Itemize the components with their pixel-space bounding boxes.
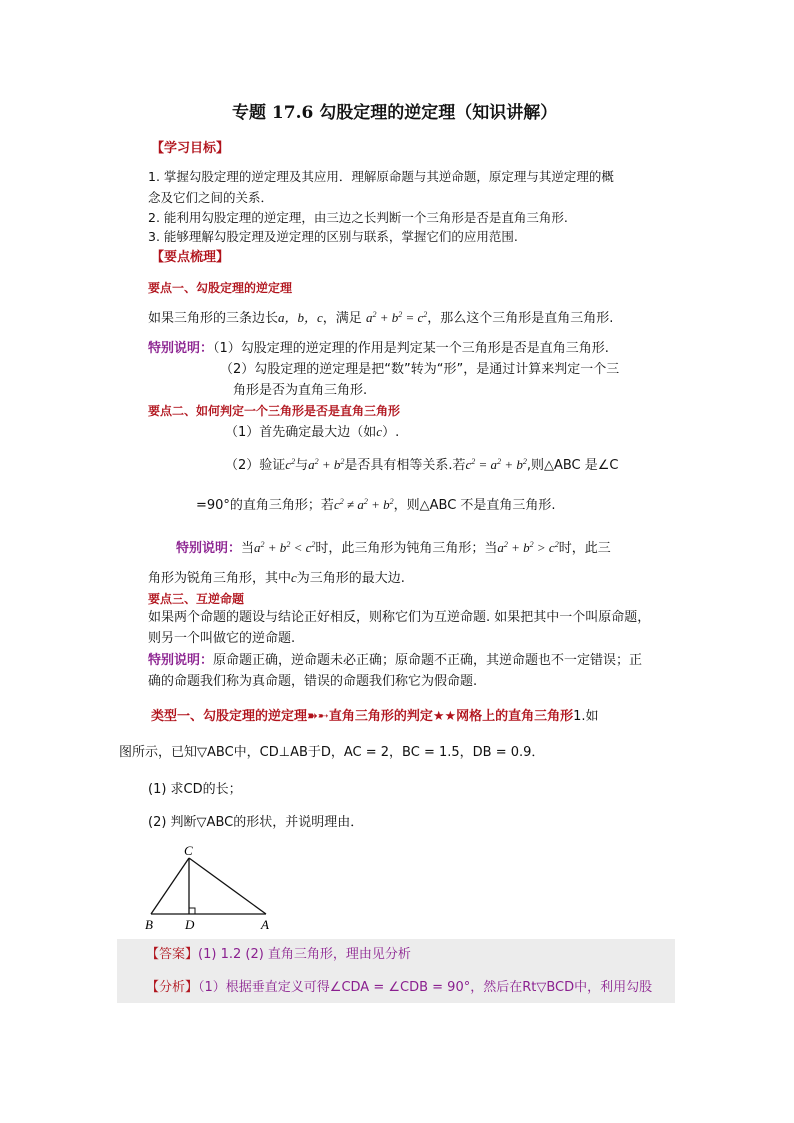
point3-text1: 如果两个命题的题设与结论正好相反，则称它们为互逆命题. 如果把其中一个叫原命题，: [148, 610, 651, 625]
formula-greater: $a^2 + b^2 > c^2$: [497, 540, 559, 555]
formula-less: $a^2 + b^2 < c^2$: [254, 540, 316, 555]
point3-note1-text: 原命题正确，逆命题未必正确；原命题不正确，其逆命题也不一定错误；正: [213, 653, 643, 668]
question-1: (1) 求CD的长；: [148, 782, 242, 797]
point2-step2-d: ,则△ABC 是∠C: [526, 458, 619, 473]
point2-step1: [225, 424, 399, 441]
answer-line: [146, 947, 411, 963]
point2-step2: [225, 457, 619, 474]
formula-a2b2: $a^2 + b^2$: [308, 457, 345, 472]
point1-formula: $a^2 + b^2 = c^2$: [365, 310, 428, 325]
point2-step3: [196, 497, 556, 514]
point2-note-d: 角形为锐角三角形，其中: [148, 571, 292, 586]
point1-note2a: （2）勾股定理的逆定理是把“数”转为“形”，是通过计算来判定一个三: [220, 362, 620, 377]
learning-goals-heading: 【学习目标】: [151, 141, 230, 156]
point1-vars: a，b，c: [278, 310, 323, 325]
example-type-label: 类型一、勾股定理的逆定理: [151, 709, 308, 724]
point3-title: 要点三、互逆命题: [148, 592, 245, 606]
goal-line-3: 2. 能利用勾股定理的逆定理，由三边之长判断一个三角形是否是直角三角形.: [148, 210, 568, 225]
point1-note1-text: （1）勾股定理的逆定理的作用是判定某一个三角形是否是直角三角形.: [213, 341, 609, 356]
point2-title: 要点二、如何判定一个三角形是否是直角三角形: [148, 404, 401, 418]
goal-line-4: 3. 能够理解勾股定理及逆定理的区别与联系，掌握它们的应用范围.: [148, 229, 518, 244]
point1-statement: [148, 310, 613, 327]
key-points-heading: 【要点梳理】: [151, 250, 230, 265]
formula-c2: $c^2$: [285, 457, 296, 472]
formula-equal: $c^2 = a^2 + b^2$: [465, 457, 527, 472]
point2-step3-b: ，则△ABC 不是直角三角形.: [393, 498, 556, 513]
label-B: B: [145, 917, 153, 932]
point3-note1: [148, 653, 642, 669]
right-angle-mark: [189, 908, 195, 914]
point1-text-b: ，满足: [322, 311, 362, 326]
point1-title: 要点一、勾股定理的逆定理: [148, 281, 293, 295]
goal-line-2: 念及它们之间的关系．: [148, 190, 274, 205]
goal-line-1: 1. 掌握勾股定理的逆定理及其应用．理解原命题与其逆命题，原定理与其逆定理的概: [148, 169, 614, 184]
page-title: 专题 17.6 勾股定理的逆定理（知识讲解）: [232, 103, 558, 123]
var-c: c: [291, 570, 297, 585]
answer-label: 【答案】: [146, 947, 199, 962]
point2-step2-a: （2）验证: [225, 458, 286, 473]
point2-note: [176, 540, 611, 557]
point3-note2: 确的命题我们称为真命题，错误的命题我们称它为假命题.: [148, 674, 478, 689]
note-label: 特别说明：: [148, 341, 214, 356]
arrows-icon: ➽➸: [307, 709, 329, 724]
side-BC: [151, 858, 189, 914]
analysis-text: （1）根据垂直定义可得∠CDA = ∠CDB = 90°，然后在Rt▽BCD中，利用勾股: [198, 980, 653, 995]
label-C: C: [184, 843, 193, 858]
point2-note-b: 时，此三角形为钝角三角形；当: [315, 541, 498, 556]
example-number: 1.如: [573, 709, 599, 724]
point2-note-a: 当: [241, 541, 255, 556]
stars-icon: ★★: [432, 709, 457, 724]
example-sub2: 网格上的直角三角形: [456, 709, 574, 724]
point2-note-c: 时，此三: [558, 541, 611, 556]
point1-text-a: 如果三角形的三条边长: [148, 311, 279, 326]
point2-step1-b: ）.: [382, 425, 400, 440]
answer-text: (1) 1.2 (2) 直角三角形，理由见分析: [198, 947, 411, 962]
point2-step2-b: 与: [295, 458, 309, 473]
label-A: A: [261, 917, 269, 932]
example-line2: 图所示，已知▽ABC中，CD⊥AB于D，AC = 2，BC = 1.5，DB = 0.9．: [119, 745, 545, 760]
label-D: D: [185, 917, 195, 932]
example-type-heading: [151, 705, 599, 724]
note-label-2: 特别说明：: [176, 541, 242, 556]
point2-step3-a: =90°的直角三角形；若: [196, 498, 334, 513]
question-2: (2) 判断▽ABC的形状，并说明理由．: [148, 815, 364, 830]
note-label-3: 特别说明：: [148, 653, 214, 668]
point2-note-e: 为三角形的最大边.: [296, 571, 405, 586]
point2-step1-var: c: [376, 424, 383, 439]
triangle-figure: [140, 842, 290, 934]
side-CA: [189, 858, 266, 914]
point3-text2: 则另一个叫做它的逆命题.: [148, 631, 296, 646]
point2-note-line2: [148, 570, 405, 587]
analysis-line: [146, 980, 652, 996]
point2-step2-c: 是否具有相等关系.若: [344, 458, 466, 473]
point1-note1: [148, 341, 609, 357]
formula-notequal: $c^2 \ne a^2 + b^2$: [333, 497, 394, 512]
analysis-label: 【分析】: [146, 980, 199, 995]
point1-note2b: 角形是否为直角三角形.: [233, 383, 368, 398]
point2-step1-a: （1）首先确定最大边（如: [225, 425, 377, 440]
point1-text-c: ，那么这个三角形是直角三角形.: [427, 311, 614, 326]
example-sub1: 直角三角形的判定: [328, 709, 433, 724]
